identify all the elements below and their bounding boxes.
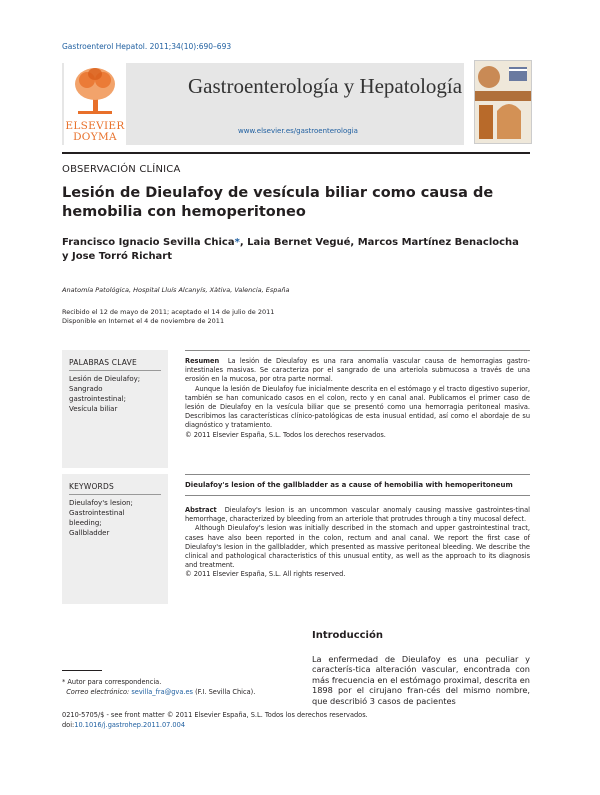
- keyword-item: Gallbladder: [69, 529, 110, 537]
- footnote: [62, 677, 302, 697]
- keyword-item: gastrointestinal;: [69, 395, 126, 403]
- abstract-es: [185, 357, 530, 440]
- abstract-en-rule-top: [185, 474, 530, 475]
- abstract-es-rule: [185, 350, 530, 351]
- abstract-es-p1-text: La lesión de Dieulafoy es una rara anomalía vascular causa de hemorragias gastro-intestinales masivas. Se caracteriza por el sangrado de una arteriola submucosa a través de una erosión en la mucosa, por otra parte normal.: [185, 357, 530, 384]
- journal-cover-thumbnail: [474, 60, 532, 144]
- header-rule: [62, 152, 530, 154]
- abstract-es-label: Resumen: [185, 357, 220, 365]
- email-link[interactable]: sevilla_fra@gva.es: [131, 688, 193, 696]
- keyword-item: bleeding;: [69, 519, 102, 527]
- abstract-en: [185, 506, 530, 580]
- journal-url-link[interactable]: www.elsevier.es/gastroenterologia: [238, 127, 358, 135]
- abstract-es-copyright: © 2011 Elsevier España, S.L. Todos los derechos reservados.: [185, 430, 386, 439]
- front-matter: [62, 710, 368, 730]
- author-rest: , Laia Bernet Vegué, Marcos Martínez Benaclocha: [239, 237, 519, 248]
- abstract-en-copyright: © 2011 Elsevier España, S.L. All rights reserved.: [185, 570, 346, 579]
- author-last: y Jose Torró Richart: [62, 251, 173, 262]
- keywords-en-box: [62, 474, 168, 604]
- keyword-item: Dieulafoy's lesion;: [69, 499, 133, 507]
- abstract-en-p1-text: Dieulafoy's lesion is an uncommon vascular anomaly causing massive gastrointes-tinal hemorrhage, characterized by bleeding from an arteriole that protrudes through a tiny mucosal defect.: [185, 506, 530, 524]
- keywords-es-list: [69, 374, 168, 414]
- abstract-en-rule: [185, 495, 530, 496]
- keyword-item: Sangrado: [69, 385, 103, 393]
- keywords-en-heading: KEYWORDS: [69, 482, 161, 495]
- article-title: Lesión de Dieulafoy de vesícula biliar como causa de hemobilia con hemoperitoneo: [62, 185, 494, 220]
- elsevier-wordmark-line2: DOYMA: [73, 130, 117, 143]
- journal-citation[interactable]: Gastroenterol Hepatol. 2011;34(10):690–693: [62, 42, 232, 51]
- elsevier-wordmark: [64, 121, 126, 142]
- intro-body: La enfermedad de Dieulafoy es una peculiar y caracterís-tica alteración vascular, encontrada con más frecuencia en el estómago proximal, descrita en 1898 por el cirujano fran-cés del mismo nombre, que describió 3 casos de pacientes: [312, 654, 530, 706]
- abstract-en-title: Dieulafoy's lesion of the gallbladder as a cause of hemobilia with hemoperitoneum: [185, 481, 513, 489]
- affiliation: Anatomía Patológica, Hospital Lluís Alcanyís, Xàtiva, Valencia, España: [62, 286, 290, 294]
- elsevier-wordmark-line1: ELSEVIER: [65, 120, 125, 132]
- journal-title: Gastroenterología y Hepatología: [188, 74, 463, 98]
- footnote-rule: [62, 670, 102, 671]
- doi-line: [62, 720, 368, 730]
- abstract-en-p1: [185, 506, 530, 524]
- keyword-item: Gastrointestinal: [69, 509, 125, 517]
- elsevier-tree-icon: [72, 66, 118, 116]
- footnote-corresponding: * Autor para correspondencia.: [62, 678, 162, 686]
- abstract-en-p2: Although Dieulafoy's lesion was initially described in the stomach and upper gastrointestinal tract, cases have also been reported in the colon, rectum and anal canal. We report the first case of Dieulafoy's lesion in the gallbladder, which presented as massive peritoneal bleeding. We describe the clinical and pathological characteristics of this unusual entity, as well as the approach to its diagnosis and treatment.: [185, 524, 530, 570]
- email-suffix: (F.I. Sevilla Chica).: [192, 688, 256, 696]
- section-label: OBSERVACIÓN CLÍNICA: [62, 164, 181, 175]
- keywords-es-box: [62, 350, 168, 468]
- intro-heading: Introducción: [312, 630, 383, 641]
- email-label: Correo electrónico:: [66, 688, 132, 696]
- abstract-en-label: Abstract: [185, 506, 217, 514]
- corresponding-author-mark[interactable]: *: [234, 237, 240, 248]
- abstract-es-p1: [185, 357, 530, 385]
- doi-label: doi:: [62, 721, 75, 729]
- author-first[interactable]: Francisco Ignacio Sevilla Chica: [62, 237, 235, 248]
- doi-link[interactable]: 10.1016/j.gastrohep.2011.07.004: [74, 721, 186, 729]
- footnote-email-line: [62, 687, 302, 697]
- article-dates: [62, 308, 274, 326]
- keywords-en-list: [69, 498, 168, 538]
- issn-line: 0210-5705/$ - see front matter © 2011 Elsevier España, S.L. Todos los derechos reservados.: [62, 711, 368, 719]
- cover-art-icon: [475, 61, 531, 143]
- received-date: Recibido el 12 de mayo de 2011; aceptado el 14 de julio de 2011: [62, 308, 275, 316]
- keywords-es-heading: PALABRAS CLAVE: [69, 358, 161, 371]
- keyword-item: Lesión de Dieulafoy;: [69, 375, 141, 383]
- abstract-es-p2: Aunque la lesión de Dieulafoy fue inicialmente descrita en el estómago y el tracto digestivo superior, también se han comunicado casos en el colon, recto y en canal anal. Publicamos el primer caso de lesión de Dieulafoy en la vesícula biliar que se presentó como una hemorragia peritoneal masiva. Describimos las características clínico-patológicas de esta inusual entidad, así como el abordaje de su diagnóstico y tratamiento.: [185, 384, 530, 430]
- author-list: [62, 236, 530, 264]
- online-date: Disponible en Internet el 4 de noviembre de 2011: [62, 317, 225, 325]
- keyword-item: Vesícula biliar: [69, 405, 118, 413]
